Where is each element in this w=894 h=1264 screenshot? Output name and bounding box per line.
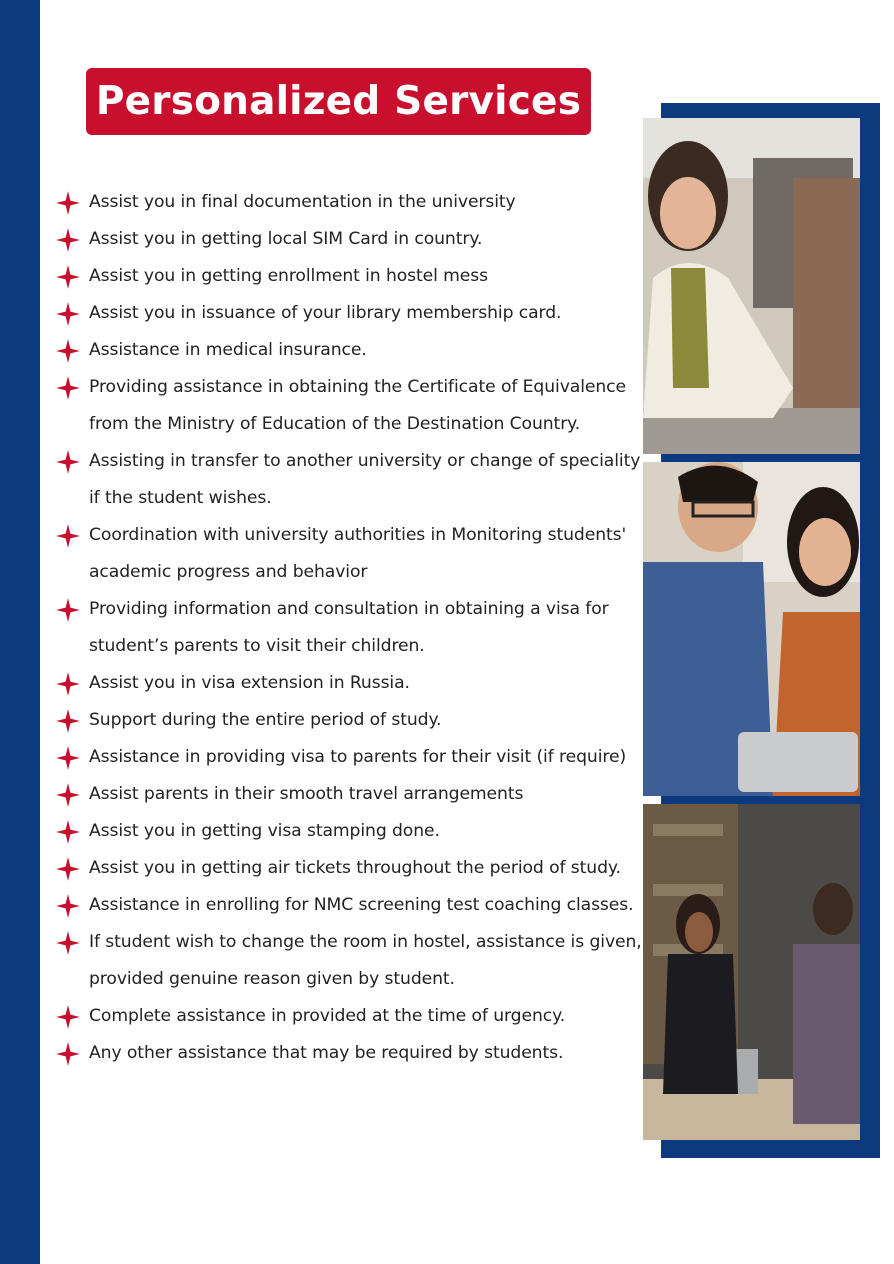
- service-text: Assist you in getting enrollment in hostel mess: [89, 266, 488, 286]
- service-text: Providing information and consultation in obtaining a visa for student’s parents to visit their children.: [89, 599, 609, 656]
- service-item: [54, 517, 644, 591]
- four-point-star-icon: [54, 295, 82, 332]
- four-point-star-icon: [54, 813, 82, 850]
- four-point-star-icon: [54, 443, 82, 480]
- four-point-star-icon: [54, 850, 82, 887]
- four-point-star-icon: [54, 258, 82, 295]
- four-point-star-icon: [54, 924, 82, 961]
- service-text: Assist you in visa extension in Russia.: [89, 673, 410, 693]
- four-point-star-icon: [54, 184, 82, 221]
- service-text: Assist you in getting local SIM Card in country.: [89, 229, 483, 249]
- photo-advisor-meeting: [643, 118, 860, 454]
- four-point-star-icon: [54, 998, 82, 1035]
- service-item: [54, 295, 644, 332]
- left-accent-bar: [0, 0, 40, 1264]
- service-text: Assist parents in their smooth travel arrangements: [89, 784, 524, 804]
- service-text: Assist you in getting air tickets throughout the period of study.: [89, 858, 621, 878]
- service-item: [54, 1035, 644, 1072]
- service-item: [54, 665, 644, 702]
- service-item: [54, 443, 644, 517]
- service-text: Assist you in issuance of your library membership card.: [89, 303, 562, 323]
- photo-handshake-office: [643, 804, 860, 1140]
- service-text: Assistance in providing visa to parents for their visit (if require): [89, 747, 627, 767]
- four-point-star-icon: [54, 665, 82, 702]
- service-item: [54, 739, 644, 776]
- service-text: Assistance in medical insurance.: [89, 340, 367, 360]
- service-item: [54, 221, 644, 258]
- service-item: [54, 887, 644, 924]
- service-text: Assisting in transfer to another university or change of speciality if the student wishes.: [89, 451, 641, 508]
- service-text: Complete assistance in provided at the time of urgency.: [89, 1006, 566, 1026]
- service-item: [54, 184, 644, 221]
- four-point-star-icon: [54, 591, 82, 628]
- four-point-star-icon: [54, 702, 82, 739]
- four-point-star-icon: [54, 776, 82, 813]
- service-item: [54, 924, 644, 998]
- service-text: Any other assistance that may be required by students.: [89, 1043, 564, 1063]
- four-point-star-icon: [54, 332, 82, 369]
- service-item: [54, 258, 644, 295]
- service-text: Assist you in getting visa stamping done.: [89, 821, 440, 841]
- service-text: Support during the entire period of study.: [89, 710, 442, 730]
- service-text: Coordination with university authorities in Monitoring students' academic progress and behavior: [89, 525, 627, 582]
- four-point-star-icon: [54, 369, 82, 406]
- service-text: Providing assistance in obtaining the Certificate of Equivalence from the Ministry of Education of the Destination Country.: [89, 377, 626, 434]
- four-point-star-icon: [54, 221, 82, 258]
- four-point-star-icon: [54, 517, 82, 554]
- four-point-star-icon: [54, 1035, 82, 1072]
- service-item: [54, 591, 644, 665]
- services-list: [54, 184, 644, 1072]
- service-item: [54, 702, 644, 739]
- service-item: [54, 813, 644, 850]
- service-text: Assistance in enrolling for NMC screening test coaching classes.: [89, 895, 634, 915]
- service-text: Assist you in final documentation in the university: [89, 192, 516, 212]
- photo-students-tablet: [643, 462, 860, 796]
- service-item: [54, 332, 644, 369]
- service-item: [54, 369, 644, 443]
- title-banner: [86, 68, 591, 135]
- service-item: [54, 850, 644, 887]
- service-item: [54, 998, 644, 1035]
- four-point-star-icon: [54, 739, 82, 776]
- service-item: [54, 776, 644, 813]
- page-title: Personalized Services: [95, 79, 582, 124]
- four-point-star-icon: [54, 887, 82, 924]
- service-text: If student wish to change the room in hostel, assistance is given, provided genuine reason given by student.: [89, 932, 642, 989]
